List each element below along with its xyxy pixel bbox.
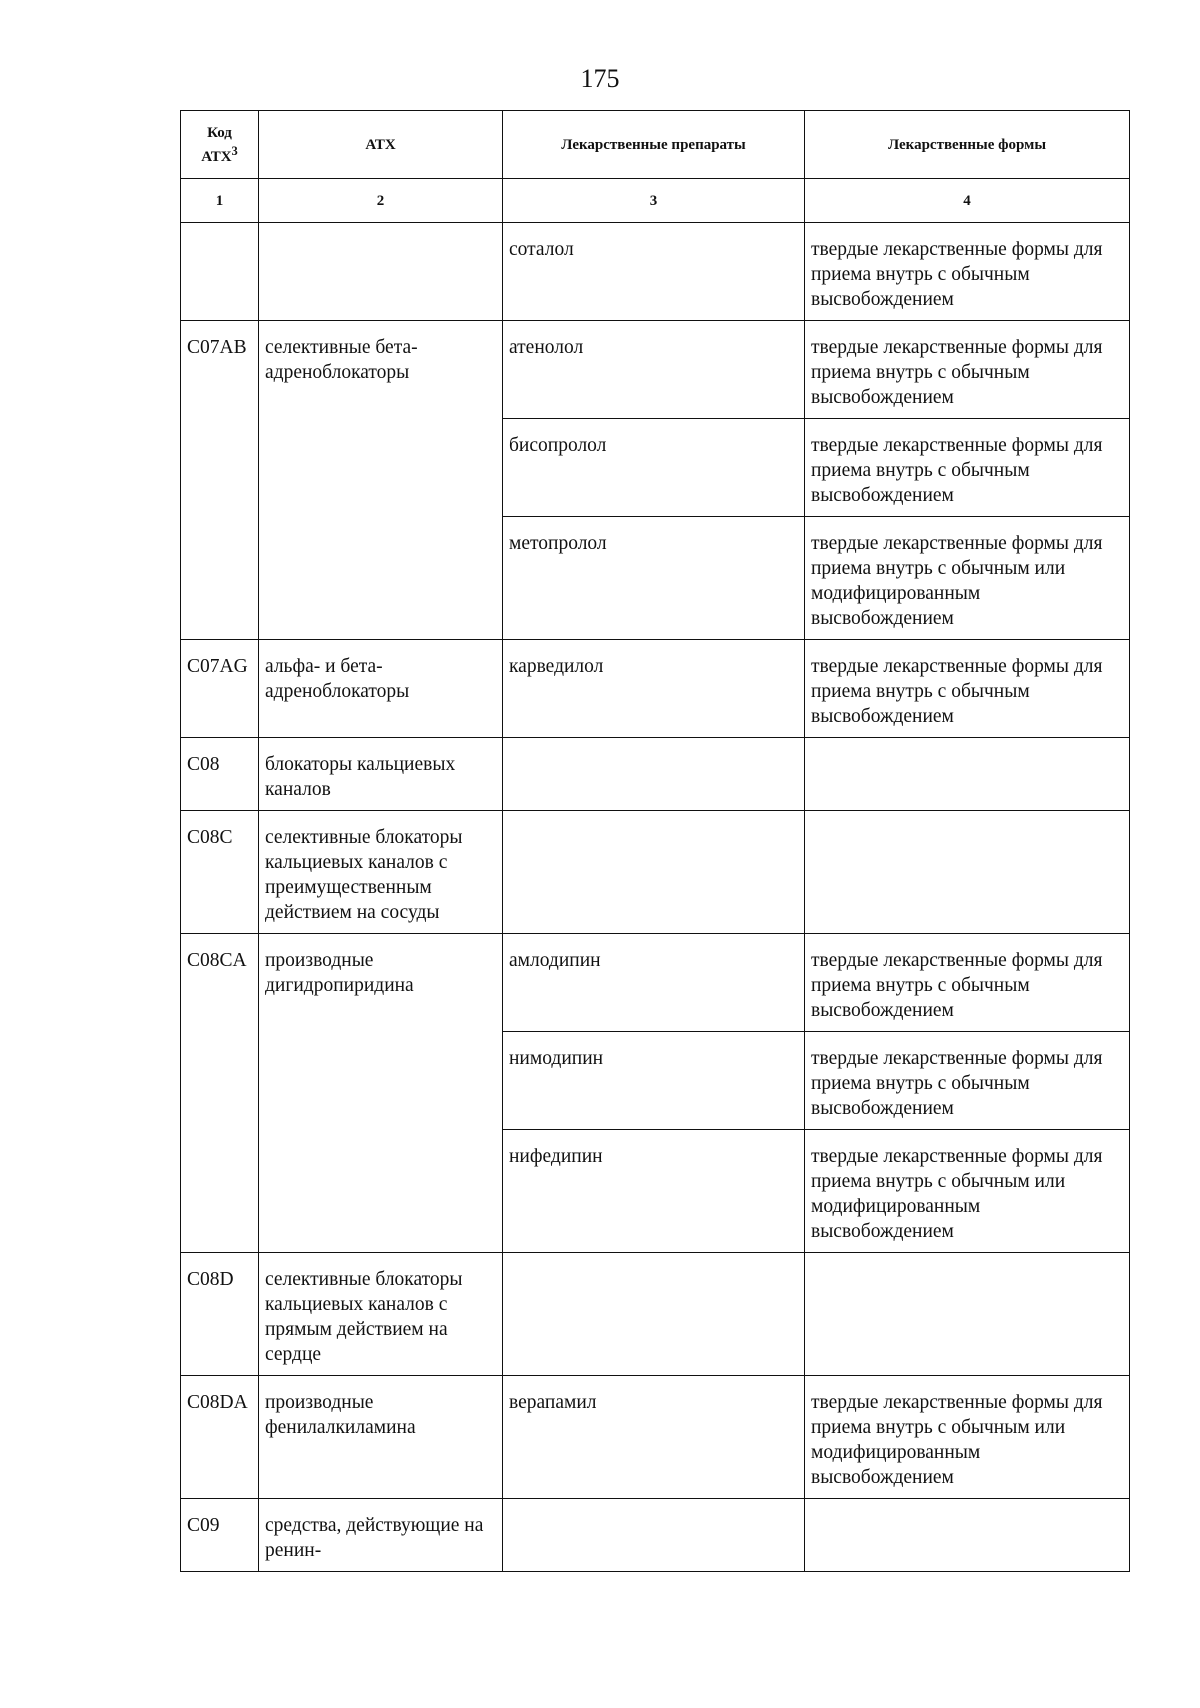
drug-cell (503, 811, 805, 934)
header-row (181, 111, 1130, 179)
column-number-row (181, 179, 1130, 223)
atx-name-cell: селективные бета-адреноблокаторы (259, 321, 503, 640)
table-row (181, 1376, 1130, 1499)
atx-code-cell: C08 (181, 738, 259, 811)
atx-code-cell: C09 (181, 1499, 259, 1572)
atx-code-cell: C07AG (181, 640, 259, 738)
dosage-form-cell: твердые лекарственные формы для приема внутрь с обычным высвобождением (805, 934, 1130, 1032)
atx-name-cell: альфа- и бета-адреноблокаторы (259, 640, 503, 738)
drug-cell: бисопролол (503, 419, 805, 517)
header-forms: Лекарственные формы (805, 111, 1130, 179)
drug-cell (503, 1499, 805, 1572)
column-number: 1 (181, 179, 259, 223)
header-code: Код АТХ$^3$ (181, 111, 259, 179)
atx-code-cell: C08D (181, 1253, 259, 1376)
table-row (181, 1253, 1130, 1376)
dosage-form-cell: твердые лекарственные формы для приема внутрь с обычным высвобождением (805, 321, 1130, 419)
column-number: 3 (503, 179, 805, 223)
drug-cell: нимодипин (503, 1032, 805, 1130)
dosage-form-cell: твердые лекарственные формы для приема внутрь с обычным высвобождением (805, 640, 1130, 738)
dosage-form-cell (805, 1253, 1130, 1376)
atx-name-cell: производные дигидропиридина (259, 934, 503, 1253)
table-row (181, 640, 1130, 738)
atx-code-cell: C08DA (181, 1376, 259, 1499)
drug-cell: верапамил (503, 1376, 805, 1499)
table-row (181, 321, 1130, 419)
dosage-form-cell: твердые лекарственные формы для приема внутрь с обычным или модифицированным высвобождением (805, 517, 1130, 640)
table-body (181, 223, 1130, 1572)
atx-name-cell: селективные блокаторы кальциевых каналов с преимущественным действием на сосуды (259, 811, 503, 934)
header-atx: АТХ (259, 111, 503, 179)
column-number: 4 (805, 179, 1130, 223)
drug-cell: атенолол (503, 321, 805, 419)
footnote-mark: 3 (231, 143, 238, 158)
drug-cell: амлодипин (503, 934, 805, 1032)
column-number: 2 (259, 179, 503, 223)
dosage-form-cell: твердые лекарственные формы для приема внутрь с обычным высвобождением (805, 1032, 1130, 1130)
table-row (181, 811, 1130, 934)
dosage-form-cell (805, 1499, 1130, 1572)
dosage-form-cell: твердые лекарственные формы для приема внутрь с обычным высвобождением (805, 223, 1130, 321)
dosage-form-cell: твердые лекарственные формы для приема внутрь с обычным высвобождением (805, 419, 1130, 517)
drug-cell: карведилол (503, 640, 805, 738)
atx-code-cell: C08C (181, 811, 259, 934)
atx-name-cell: производные фенилалкиламина (259, 1376, 503, 1499)
atx-code-cell: C08CA (181, 934, 259, 1253)
dosage-form-cell (805, 738, 1130, 811)
table-row (181, 1499, 1130, 1572)
table-row (181, 934, 1130, 1032)
atx-name-cell: средства, действующие на ренин- (259, 1499, 503, 1572)
drug-cell: нифедипин (503, 1130, 805, 1253)
dosage-form-cell: твердые лекарственные формы для приема внутрь с обычным или модифицированным высвобождением (805, 1130, 1130, 1253)
drug-cell: метопролол (503, 517, 805, 640)
atx-code-cell (181, 223, 259, 321)
table-row (181, 738, 1130, 811)
header-drugs: Лекарственные препараты (503, 111, 805, 179)
atx-name-cell (259, 223, 503, 321)
atx-code-cell: C07AB (181, 321, 259, 640)
dosage-form-cell: твердые лекарственные формы для приема внутрь с обычным или модифицированным высвобождением (805, 1376, 1130, 1499)
atx-name-cell: селективные блокаторы кальциевых каналов с прямым действием на сердце (259, 1253, 503, 1376)
dosage-form-cell (805, 811, 1130, 934)
atx-table (180, 110, 1130, 1572)
page-number: 175 (580, 64, 620, 93)
drug-cell: соталол (503, 223, 805, 321)
drug-cell (503, 738, 805, 811)
table-row (181, 223, 1130, 321)
atx-name-cell: блокаторы кальциевых каналов (259, 738, 503, 811)
drug-cell (503, 1253, 805, 1376)
